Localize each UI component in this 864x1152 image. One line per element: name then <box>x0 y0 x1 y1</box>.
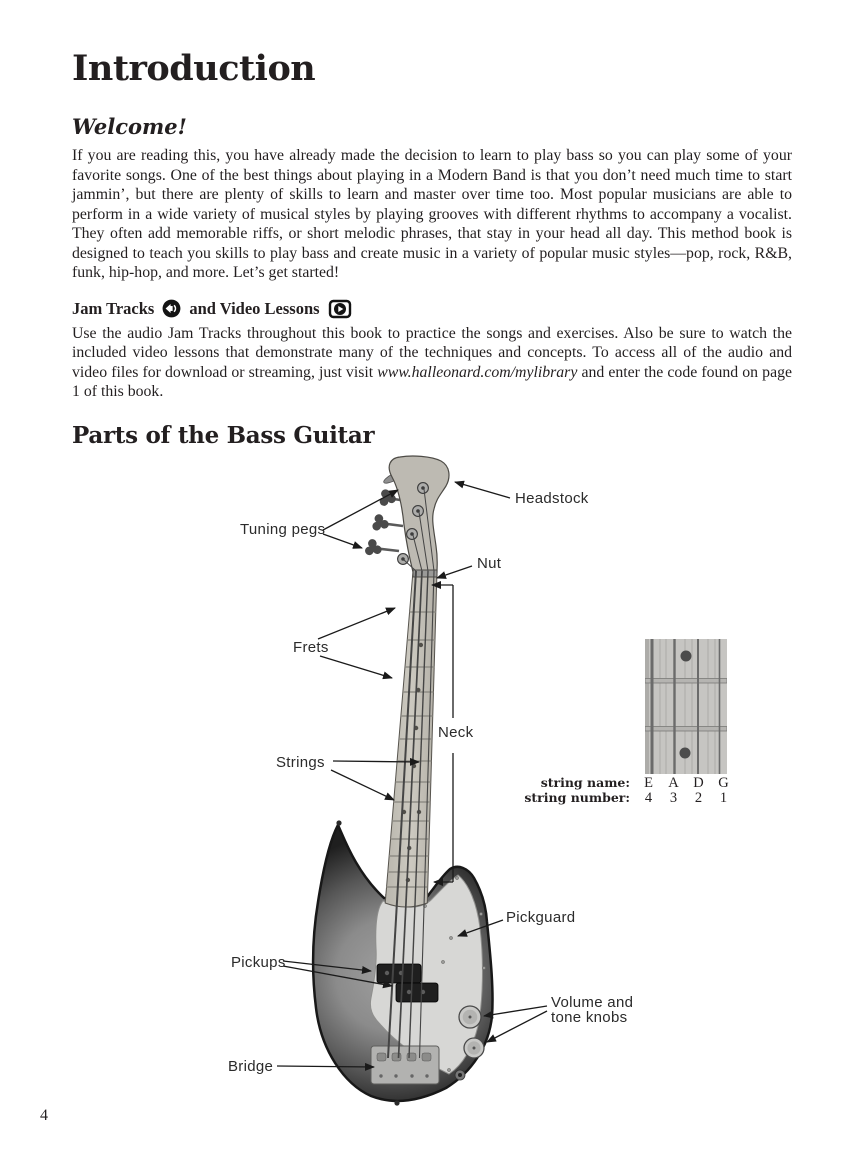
page-number: 4 <box>40 1107 48 1124</box>
media-paragraph <box>72 324 792 402</box>
library-url-text: www.halleonard.com/mylibrary <box>377 363 578 381</box>
string-name-g: G <box>718 775 729 791</box>
strap-button-top <box>336 820 341 825</box>
label-frets: Frets <box>293 639 329 656</box>
label-neck: Neck <box>438 724 474 741</box>
label-nut: Nut <box>477 555 502 572</box>
media-heading <box>72 299 792 319</box>
label-volume-line1: Volume and <box>551 994 634 1011</box>
string-name-a: A <box>668 775 679 791</box>
page-title: Introduction <box>72 48 316 89</box>
string-number-label: string number: <box>524 789 630 805</box>
string-number-1: 1 <box>719 789 728 806</box>
string-name-d: D <box>693 775 704 791</box>
string-number-2: 2 <box>694 789 703 806</box>
inset-dot-bottom <box>680 748 691 759</box>
welcome-paragraph: If you are reading this, you have already made the decision to learn to play bass so you can play some of your favorite songs. One of the best things about playing in a Modern Band is that you don’t need much time to start jammin’, but there are plenty of skills to learn and master over time too. Most popular musicians are able to perform in a wide variety of musical styles by playing grooves with different rhythms to accompany a vocalist. They often add memorable riffs, or short melodic phrases, that stay in your head all day. This method book is designed to teach you skills to play bass and create music in a variety of popular music styles—pop, rock, R&B, funk, hip-hop, and more. Let’s get started! <box>72 147 792 281</box>
string-number-row <box>448 790 748 805</box>
bridge-shape <box>371 1046 439 1084</box>
video-lessons-label: and Video Lessons <box>189 298 320 318</box>
label-headstock: Headstock <box>515 490 589 507</box>
media-paragraph-end: and enter the code found on page 1 of this book. <box>72 363 792 400</box>
fretboard-photo-inset <box>645 639 727 774</box>
string-number-4: 4 <box>644 789 653 806</box>
label-tuning-pegs: Tuning pegs <box>240 521 326 538</box>
label-bridge: Bridge <box>228 1058 274 1075</box>
media-paragraph-start: Use the audio Jam Tracks throughout this book to practice the songs and exercises. Also be sure to watch the included video lessons that demonstrate many of the techniques and concepts. To access all of the audio and video files for download or streaming, just visit <box>72 324 792 381</box>
parts-heading: Parts of the Bass Guitar <box>72 422 375 449</box>
label-pickguard: Pickguard <box>506 909 576 926</box>
label-volume-tone-knobs <box>551 996 633 1025</box>
string-name-e: E <box>644 775 653 791</box>
label-strings: Strings <box>276 754 325 771</box>
label-volume-line2: tone knobs <box>551 1008 628 1026</box>
text-column <box>72 50 792 402</box>
inset-dot-top <box>681 651 692 662</box>
string-name-label: string name: <box>540 775 630 790</box>
string-number-3: 3 <box>669 789 678 806</box>
strap-button-bottom <box>394 1100 399 1105</box>
speaker-audio-icon <box>162 299 181 318</box>
label-pickups: Pickups <box>231 954 286 971</box>
jam-tracks-label: Jam Tracks <box>72 298 155 318</box>
play-video-icon <box>328 299 352 319</box>
string-name-row <box>448 775 748 790</box>
welcome-heading: Welcome! <box>72 114 187 139</box>
output-jack <box>455 1070 465 1080</box>
string-table <box>448 775 748 804</box>
